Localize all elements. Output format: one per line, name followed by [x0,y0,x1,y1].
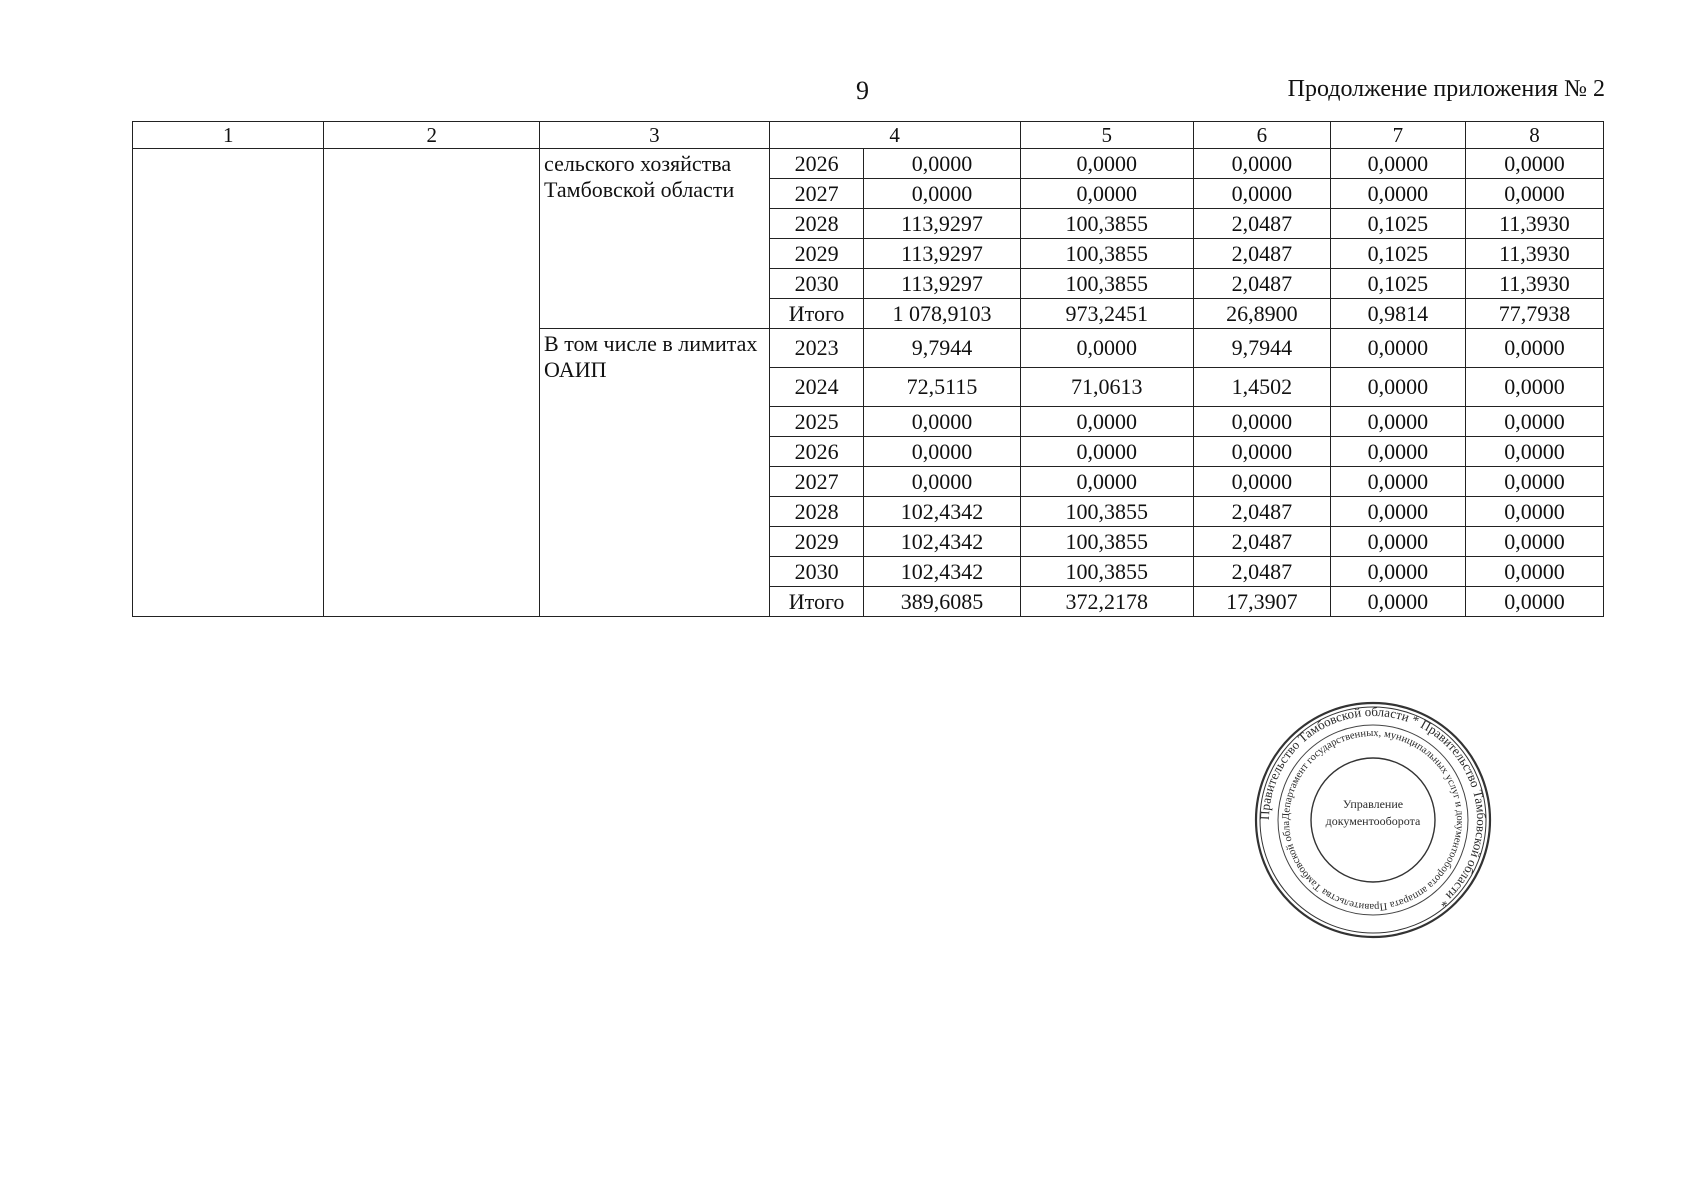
value-cell: 0,0000 [1020,437,1193,467]
value-cell: 0,0000 [1465,329,1603,368]
value-cell: 0,9814 [1330,299,1465,329]
value-cell: 2,0487 [1193,557,1330,587]
value-cell: 2,0487 [1193,269,1330,299]
value-cell: 11,3930 [1465,269,1603,299]
value-cell: 389,6085 [864,587,1020,617]
value-cell: 2,0487 [1193,497,1330,527]
value-cell: 0,0000 [1465,407,1603,437]
col-header-7: 7 [1330,122,1465,149]
value-cell: 77,7938 [1465,299,1603,329]
column-number-row [133,122,1604,149]
value-cell: 72,5115 [864,368,1020,407]
row-description: сельского хозяйства Тамбовской области [540,149,770,329]
value-cell: 0,0000 [1330,467,1465,497]
value-cell: 0,1025 [1330,269,1465,299]
value-cell: 1,4502 [1193,368,1330,407]
value-cell: 71,0613 [1020,368,1193,407]
appendix-continuation-note: Продолжение приложения № 2 [1287,76,1605,102]
value-cell: 100,3855 [1020,497,1193,527]
year-cell: 2025 [769,407,864,437]
value-cell: 11,3930 [1465,239,1603,269]
col-header-1: 1 [133,122,324,149]
value-cell: 102,4342 [864,527,1020,557]
value-cell: 0,0000 [1020,467,1193,497]
value-cell: 0,0000 [864,467,1020,497]
value-cell: 100,3855 [1020,209,1193,239]
value-cell: 9,7944 [864,329,1020,368]
value-cell: 0,0000 [1465,497,1603,527]
value-cell: 100,3855 [1020,557,1193,587]
year-cell: 2028 [769,209,864,239]
value-cell: 113,9297 [864,239,1020,269]
value-cell: 0,0000 [1465,557,1603,587]
value-cell: 0,0000 [1330,329,1465,368]
col-header-4: 4 [769,122,1020,149]
value-cell: 102,4342 [864,497,1020,527]
value-cell: 0,0000 [1330,527,1465,557]
value-cell: 0,0000 [1465,587,1603,617]
value-cell: 0,0000 [864,149,1020,179]
value-cell: 0,0000 [1193,149,1330,179]
stamp-center-line-2: документооборота [1325,814,1421,828]
value-cell: 0,0000 [1465,179,1603,209]
value-cell: 100,3855 [1020,239,1193,269]
value-cell: 26,8900 [1193,299,1330,329]
value-cell: 2,0487 [1193,239,1330,269]
value-cell: 2,0487 [1193,209,1330,239]
value-cell: 17,3907 [1193,587,1330,617]
value-cell: 0,0000 [1330,497,1465,527]
value-cell: 100,3855 [1020,527,1193,557]
value-cell: 0,1025 [1330,209,1465,239]
total-label-cell: Итого [769,587,864,617]
value-cell: 0,0000 [1193,437,1330,467]
row-description: В том числе в лимитах ОАИП [540,329,770,617]
stamp-outer-text: Правительство Тамбовской области * Правительство Тамбовской области * [1256,703,1490,911]
value-cell: 0,1025 [1330,239,1465,269]
value-cell: 0,0000 [1465,149,1603,179]
value-cell: 0,0000 [864,407,1020,437]
year-cell: 2030 [769,269,864,299]
value-cell: 0,0000 [1465,527,1603,557]
value-cell: 0,0000 [1465,368,1603,407]
value-cell: 11,3930 [1465,209,1603,239]
value-cell: 0,0000 [1330,557,1465,587]
value-cell: 1 078,9103 [864,299,1020,329]
total-label-cell: Итого [769,299,864,329]
value-cell: 100,3855 [1020,269,1193,299]
value-cell: 0,0000 [1330,437,1465,467]
col-header-5: 5 [1020,122,1193,149]
value-cell: 0,0000 [1465,467,1603,497]
value-cell: 0,0000 [1330,587,1465,617]
col-header-8: 8 [1465,122,1603,149]
value-cell: 0,0000 [1193,407,1330,437]
value-cell: 973,2451 [1020,299,1193,329]
year-cell: 2029 [769,239,864,269]
value-cell: 0,0000 [1193,179,1330,209]
stamp-inner-text: Департамент государственных, муниципальных услуг и документооборота аппарата Правительства Тамбовской обла [1280,727,1466,913]
year-cell: 2026 [769,437,864,467]
value-cell: 372,2178 [1020,587,1193,617]
value-cell: 0,0000 [1020,407,1193,437]
col-header-3: 3 [540,122,770,149]
value-cell: 0,0000 [1020,149,1193,179]
stamp-center-text [1313,796,1433,830]
value-cell: 0,0000 [864,437,1020,467]
budget-table [132,121,1604,617]
page-number: 9 [856,76,869,105]
col-header-2: 2 [324,122,540,149]
value-cell: 0,0000 [1330,179,1465,209]
year-cell: 2026 [769,149,864,179]
year-cell: 2024 [769,368,864,407]
value-cell: 9,7944 [1193,329,1330,368]
value-cell: 0,0000 [1020,179,1193,209]
year-cell: 2027 [769,179,864,209]
value-cell: 0,0000 [1465,437,1603,467]
empty-cell-col2 [324,149,540,617]
table-row [133,149,1604,179]
value-cell: 113,9297 [864,209,1020,239]
stamp-center-line-1: Управление [1342,797,1404,811]
year-cell: 2023 [769,329,864,368]
year-cell: 2030 [769,557,864,587]
value-cell: 2,0487 [1193,527,1330,557]
value-cell: 0,0000 [1020,329,1193,368]
year-cell: 2028 [769,497,864,527]
value-cell: 0,0000 [1193,467,1330,497]
value-cell: 0,0000 [864,179,1020,209]
value-cell: 0,0000 [1330,368,1465,407]
value-cell: 102,4342 [864,557,1020,587]
value-cell: 0,0000 [1330,149,1465,179]
col-header-6: 6 [1193,122,1330,149]
value-cell: 113,9297 [864,269,1020,299]
empty-cell-col1 [133,149,324,617]
value-cell: 0,0000 [1330,407,1465,437]
year-cell: 2029 [769,527,864,557]
year-cell: 2027 [769,467,864,497]
